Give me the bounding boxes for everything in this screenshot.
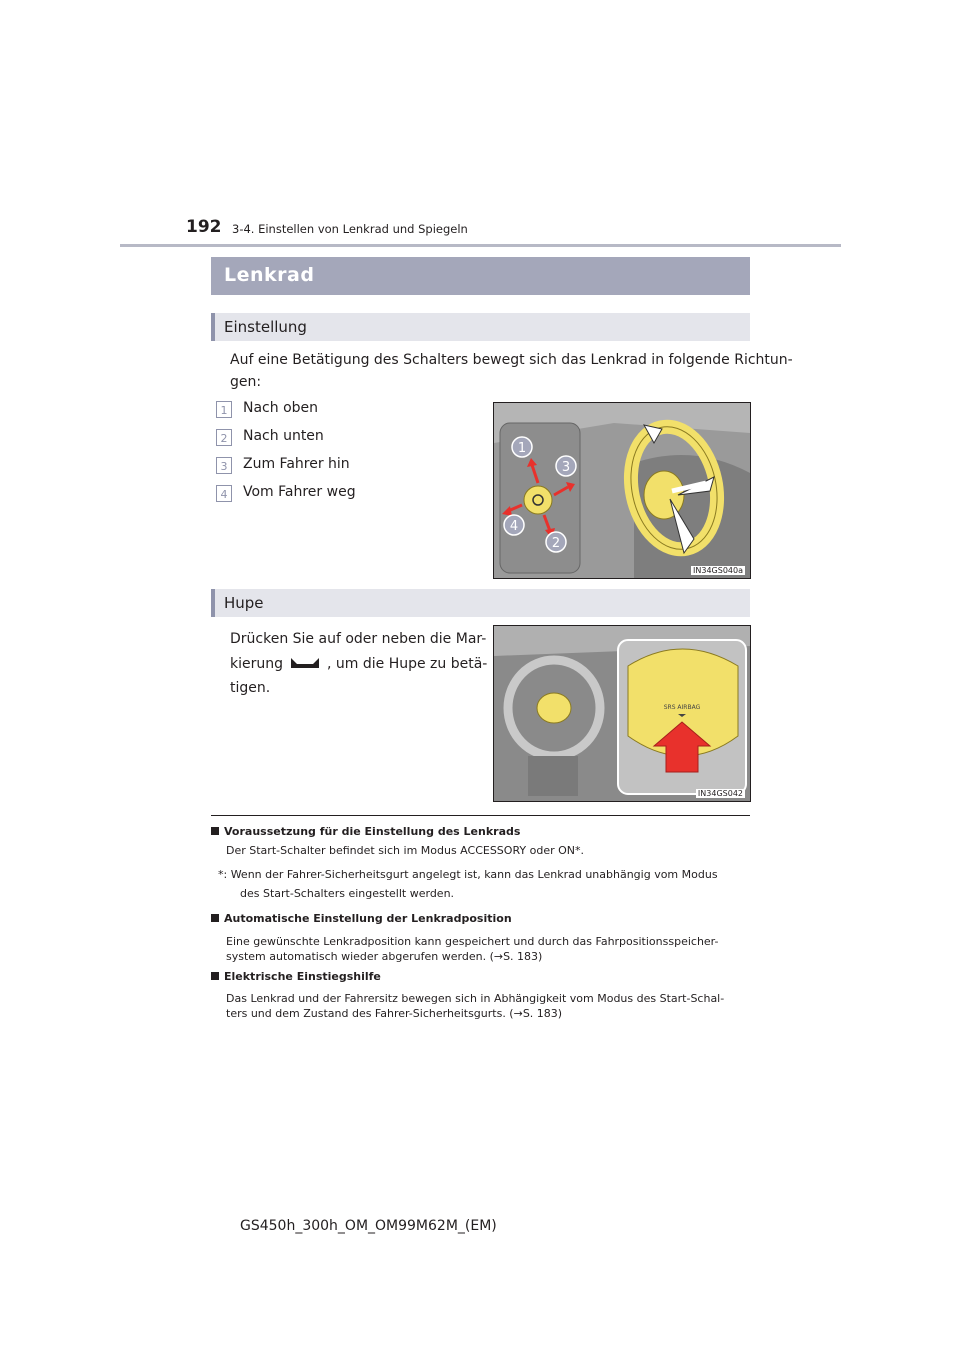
section-heading-label: Hupe [224, 594, 264, 612]
steering-illustration [494, 403, 750, 578]
footnote: des Start-Schalters eingestellt werden. [240, 887, 455, 900]
note-text: ters und dem Zustand des Fahrer-Sicherheitsgurts. (→S. 183) [226, 1007, 563, 1020]
hupe-text-line: Drücken Sie auf oder neben die Mar- [230, 631, 487, 647]
intro-line: Auf eine Betätigung des Schalters bewegt sich das Lenkrad in folgende Richtun- [230, 352, 793, 368]
notes-divider [211, 815, 750, 816]
page-title-bar [211, 257, 750, 295]
bullet-square-icon [211, 972, 219, 980]
callout-1: 1 [517, 441, 527, 456]
footnote: *: Wenn der Fahrer-Sicherheitsgurt angelegt ist, kann das Lenkrad unabhängig vom Modus [218, 868, 718, 881]
note-text: Der Start-Schalter befindet sich im Modus ACCESSORY oder ON*. [226, 844, 584, 857]
note-text: Das Lenkrad und der Fahrersitz bewegen sich in Abhängigkeit vom Modus des Start-Schal- [226, 992, 725, 1005]
bullet-square-icon [211, 914, 219, 922]
figure-code: IN34GS042 [697, 789, 743, 798]
number-badge: 4 [216, 485, 232, 502]
intro-line: gen: [230, 374, 262, 390]
callout-3: 3 [561, 460, 571, 475]
note-text: Eine gewünschte Lenkradposition kann gespeichert und durch das Fahrpositionsspeicher- [226, 935, 719, 948]
hupe-text-line: kierung [230, 656, 283, 672]
number-badge: 1 [216, 401, 232, 418]
section-heading-hupe [211, 589, 750, 617]
list-item-label: Vom Fahrer weg [243, 484, 356, 500]
list-item-label: Zum Fahrer hin [243, 456, 350, 472]
section-reference: 3-4. Einstellen von Lenkrad und Spiegeln [232, 222, 468, 236]
callout-4: 4 [509, 519, 519, 534]
header-rule [120, 244, 841, 247]
document-footer: GS450h_300h_OM_OM99M62M_(EM) [240, 1218, 497, 1234]
note-heading: Automatische Einstellung der Lenkradposition [211, 912, 512, 925]
note-heading: Voraussetzung für die Einstellung des Lenkrads [211, 825, 520, 838]
airbag-label: SRS AIRBAG [663, 704, 701, 711]
hupe-text-line: tigen. [230, 680, 271, 696]
page-title: Lenkrad [224, 264, 315, 286]
number-badge: 3 [216, 457, 232, 474]
page-number: 192 [186, 217, 222, 237]
horn-icon [287, 654, 323, 672]
note-text: system automatisch wieder abgerufen werden. (→S. 183) [226, 950, 543, 963]
section-heading-einstellung [211, 313, 750, 341]
horn-figure [493, 625, 751, 802]
figure-code: IN34GS040a [693, 566, 743, 575]
steering-adjustment-figure [493, 402, 751, 579]
note-heading: Elektrische Einstiegshilfe [211, 970, 381, 983]
number-badge: 2 [216, 429, 232, 446]
hupe-text-line: , um die Hupe zu betä- [327, 656, 488, 672]
list-item-label: Nach unten [243, 428, 324, 444]
callout-2: 2 [551, 536, 561, 551]
horn-illustration [494, 626, 750, 801]
list-item-label: Nach oben [243, 400, 319, 416]
section-heading-label: Einstellung [224, 318, 307, 336]
bullet-square-icon [211, 827, 219, 835]
